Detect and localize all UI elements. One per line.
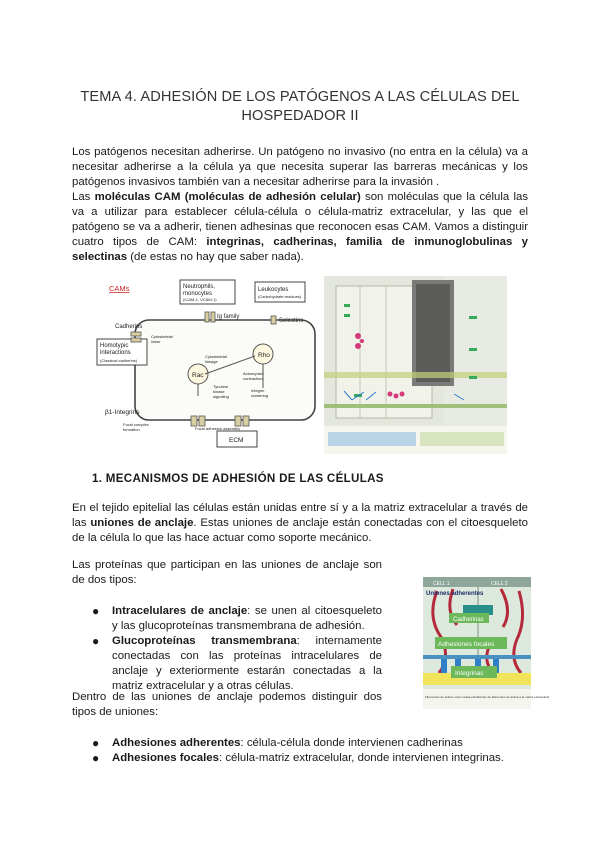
label-icam: (ICAM-1, VCAM-1) [183,297,217,302]
label-integrin-cl-1: Integrin [251,388,265,393]
bullet-list-unions [92,736,532,766]
intro-text-2e: (de estas no hay que saber nada). [127,251,304,263]
label-cell1: CELL 1 [433,581,450,587]
label-ig-family: Ig family [217,314,240,320]
label-cyto-linker-2: linker [151,339,161,344]
label-tyrosine-2: kinase [213,389,225,394]
bullet-item [92,604,382,634]
label-leukocytes: Leukocytes [258,287,289,293]
label-b1-integrins: β1-Integrins [105,409,140,416]
label-classical: (Classical cadherins) [100,358,138,363]
bullet-bold: Glucoproteínas transmembrana [112,635,297,647]
page-title: TEMA 4. ADHESIÓN DE LOS PATÓGENOS A LAS CÉLULAS DEL HOSPEDADOR II [80,89,520,124]
bullet-item [92,634,382,694]
label-monocytes: monocytes [183,291,213,297]
label-integrin-cl-2: clustering [251,393,269,398]
caption-left: Filamentos de actina: unión célula-célula [425,695,480,699]
bullet-bold: Adhesiones focales [112,752,219,764]
epithelial-illustration [324,276,507,454]
label-cams: CAMs [109,284,130,293]
section-paragraph-3: Dentro de las uniones de anclaje podemos distinguir dos tipos de uniones: [72,691,382,718]
bullet-text: : célula-matriz extracelular, donde intervienen integrinas. [218,752,504,764]
bullet-dot-icon: ● [92,604,100,618]
label-cyto-linkage-1: Cytoskeletal [205,354,227,359]
section-heading: 1. MECANISMOS DE ADHESIÓN DE LAS CÉLULAS [92,472,384,485]
intro-bold-cam: moléculas CAM (moléculas de adhesión celular) [94,191,361,203]
caption-right: Unión de filamentos de actina a la matriz extracelular [479,695,550,699]
label-uniones: Uniones adherentes [426,591,484,597]
label-focal-adhesion: Focal adhesion assembly [195,426,241,431]
label-cadherins: Cadherins [115,324,143,330]
bullet-text: : internamente conectadas con las proteínas intracelulares de anclaje y exteriormente estarán conectadas a la matriz extracelular y a otras células. [112,635,382,692]
label-actomyosin-2: contraction [243,376,263,381]
label-cell2: CELL 2 [491,581,508,587]
s1-bold-uniones: uniones de anclaje [90,517,194,529]
anchoring-diagram [423,577,550,709]
cam-diagram-figure [95,276,323,454]
label-ecm: ECM [229,437,244,444]
bullet-dot-icon: ● [92,751,100,765]
bullet-dot-icon: ● [92,736,100,750]
label-tyrosine-1: Tyrosine [213,384,229,389]
label-cyto-linkage-2: linkage [205,359,218,364]
label-cyto-linker-1: Cytoskeletal [151,334,173,339]
label-selectins: Selectins [279,318,304,324]
label-focal-complex-2: formation [123,427,140,432]
cam-diagram [95,276,323,454]
bullet-list-proteins [92,604,382,694]
bullet-text: : célula-célula donde intervienen cadherinas [240,737,463,749]
epithelial-junctions-figure [324,276,507,454]
bullet-text: : se unen al citoesqueleto y las glucoproteínas transmembrana de adhesión. [112,605,382,632]
s1-text-1c: . Estas uniones de anclaje están conectadas con el citoesqueleto de la célula lo que las hace actuar como soporte mecánico. [72,517,528,544]
s1-text-1a: En el tejido epitelial las células están unidas entre sí y a la matriz extracelular a través de las [72,502,528,529]
label-focal-complex-1: Focal complex [123,422,149,427]
label-homotypic-2: interactions [100,350,131,356]
bullet-item [92,736,532,751]
label-carbs: (Carbohydrate residues) [258,294,302,299]
bullet-bold: Intracelulares de anclaje [112,605,248,617]
label-neutrophils: Neutrophils, [183,284,216,290]
intro-text-1: Los patógenos necesitan adherirse. Un patógeno no invasivo (no entra en la célula) va a necesitar adherirse a la célula ya que necesita superar las barreras mecánicas y los patógenos invasivos también van a necesitar adherirse para la invasión . [72,146,528,188]
label-actomyosin-1: Actomyosin [243,371,264,376]
label-integrinas: Integrinas [455,670,484,677]
label-cadherinas: Cadherinas [453,617,484,623]
intro-bold-types: integrinas, cadherinas, familia de inmunoglobulinas y selectinas [72,236,528,263]
bullet-dot-icon: ● [92,634,100,648]
intro-text-2c: son moléculas que la célula las va a utilizar para establecer célula-célula o célula-matriz extracelular, y las que el patógeno se va a adherir, tienen adhesinas que reconocen esas CAM. Vamos a distinguir cuatro tipos de CAM: [72,191,529,248]
anchoring-junctions-figure [423,577,550,709]
label-adhesiones: Adhesiones focales [438,641,495,648]
label-rho: Rho [258,352,270,359]
label-homotypic-1: Homotypic [100,343,129,349]
label-tyrosine-3: signaling [213,394,229,399]
section-paragraph-1 [72,501,528,546]
bullet-bold: Adhesiones adherentes [112,737,241,749]
bullet-item [92,751,532,766]
intro-paragraph [72,145,528,265]
label-rac: Rac [192,372,204,379]
intro-text-2a: Las [72,191,95,203]
section-paragraph-2: Las proteínas que participan en las uniones de anclaje son de dos tipos: [72,559,382,586]
